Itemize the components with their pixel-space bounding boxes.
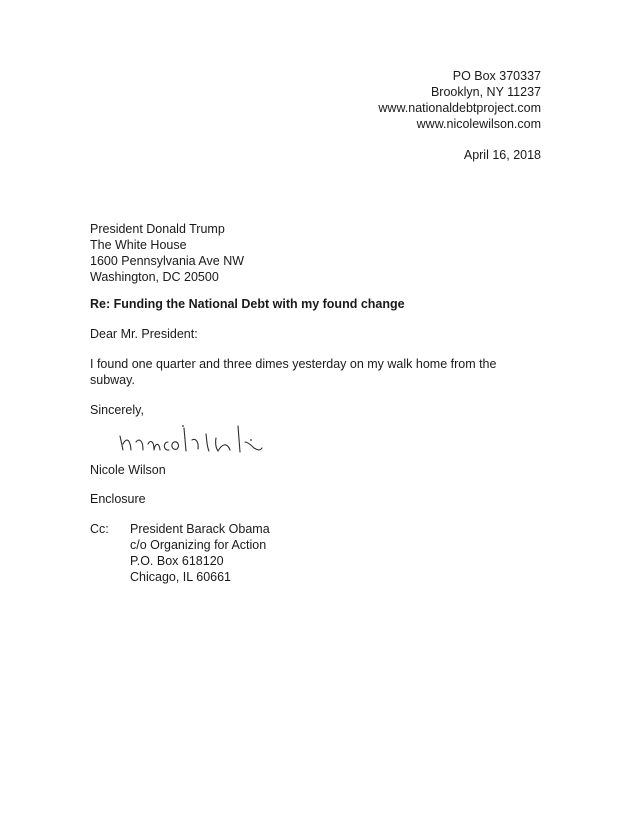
cc-label: Cc: <box>90 522 109 536</box>
subject-line: Re: Funding the National Debt with my found change <box>90 297 405 311</box>
recipient-org: The White House <box>90 238 187 252</box>
sender-website-1: www.nationaldebtproject.com <box>378 101 541 115</box>
cc-address-block <box>130 521 270 585</box>
cc-name: President Barack Obama <box>130 522 270 536</box>
recipient-city: Washington, DC 20500 <box>90 270 219 284</box>
salutation: Dear Mr. President: <box>90 327 198 341</box>
sender-address-block <box>378 68 541 132</box>
signer-name: Nicole Wilson <box>90 463 166 477</box>
enclosure-note: Enclosure <box>90 492 146 506</box>
recipient-street: 1600 Pennsylvania Ave NW <box>90 254 245 268</box>
sender-website-2: www.nicolewilson.com <box>416 117 541 131</box>
sender-city: Brooklyn, NY 11237 <box>430 85 541 99</box>
cc-city: Chicago, IL 60661 <box>130 570 232 584</box>
recipient-address-block <box>90 221 244 285</box>
letter-date: April 16, 2018 <box>463 148 541 162</box>
recipient-name: President Donald Trump <box>90 222 225 236</box>
handwritten-signature <box>112 414 272 462</box>
sender-po-box: PO Box 370337 <box>452 69 541 83</box>
cc-org: c/o Organizing for Action <box>130 538 267 552</box>
closing: Sincerely, <box>90 403 144 417</box>
letter-body: I found one quarter and three dimes yesterday on my walk home from the subway. <box>90 357 497 387</box>
cc-po-box: P.O. Box 618120 <box>130 554 224 568</box>
